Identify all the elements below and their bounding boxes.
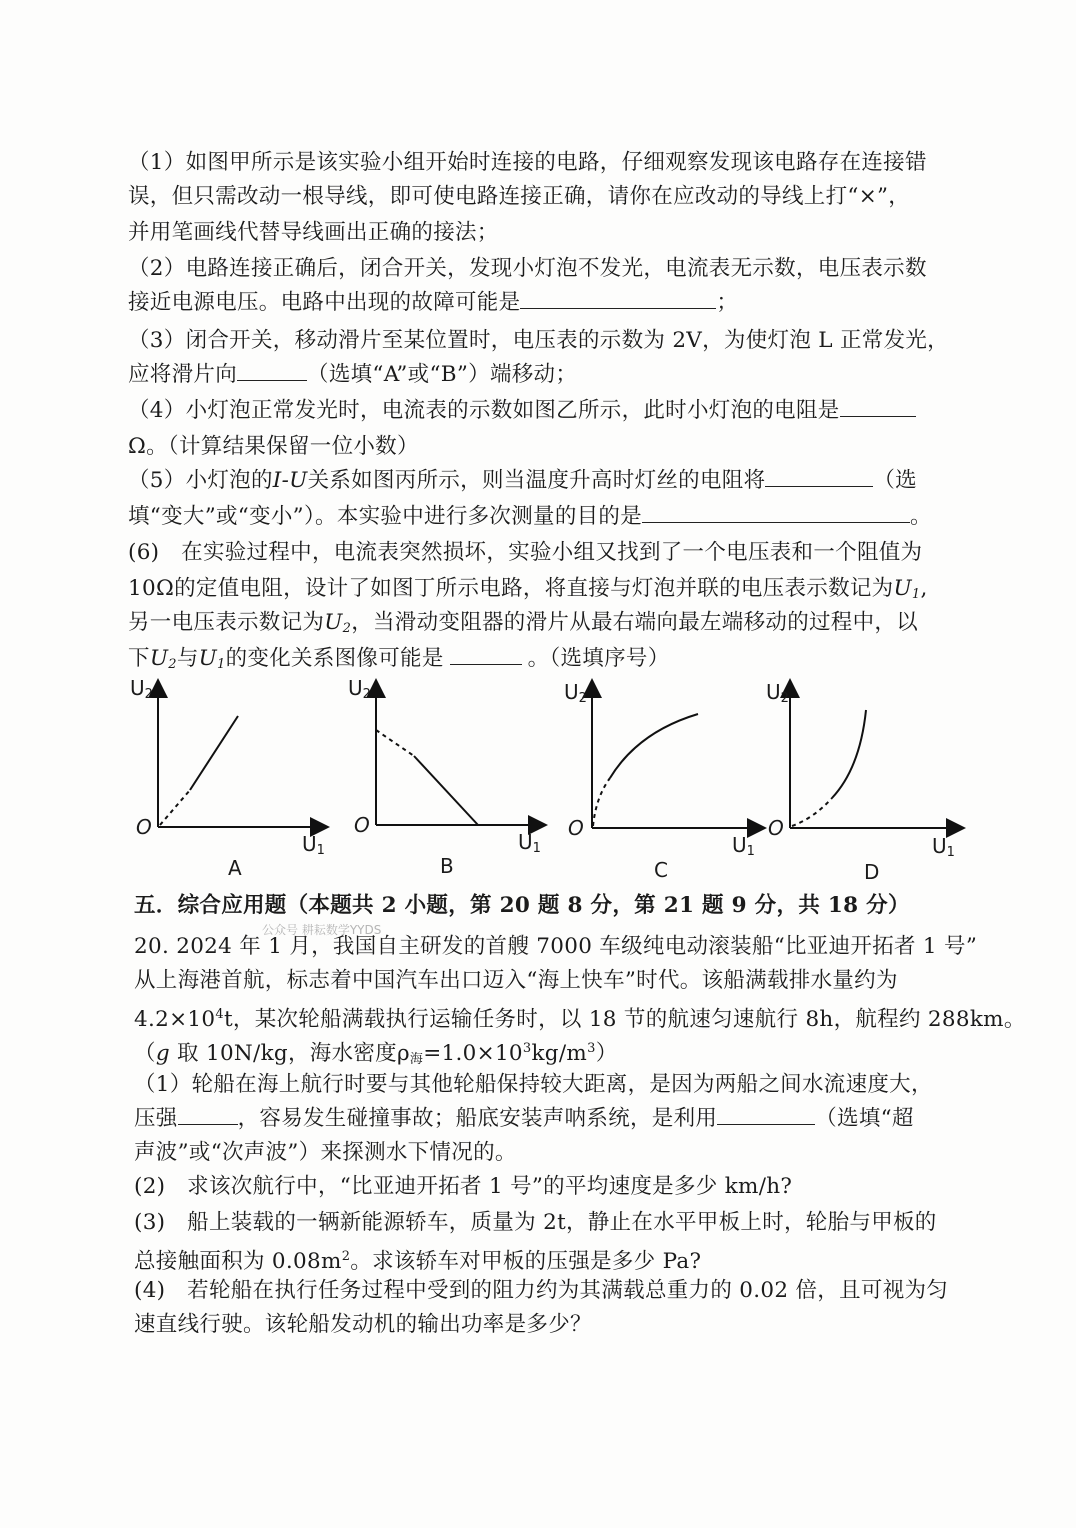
q5-text-a: （5）小灯泡的 — [128, 468, 273, 493]
graph-d-origin: O — [768, 816, 784, 840]
q20-p1-text-c: （选填“超 — [815, 1106, 914, 1131]
watermark: 公众号 耕耘数学YYDS — [262, 923, 382, 937]
q6-line1: (6) 在实验过程中，电流表突然损坏，实验小组又找到了一个电压表和一个阻值为 — [128, 540, 923, 565]
q20-p3-text-b: 。求该轿车对甲板的压强是多少 Pa? — [350, 1249, 702, 1274]
q20-line4-d: kg/m — [531, 1041, 588, 1066]
graph-b-x-label: $U_1$ — [518, 830, 541, 856]
q6-text-d: 下 — [128, 646, 150, 671]
graph-c-y-label: $U_2$ — [564, 680, 587, 706]
q3-text-b: （选填“A”或“B”）端移动； — [307, 362, 578, 387]
q20-p4-line2: 速直线行驶。该轮船发动机的输出功率是多少？ — [134, 1312, 592, 1337]
q6-line2: 10Ω的定值电阻，设计了如图丁所示电路，将直接与灯泡并联的电压表示数记为$U_1$, — [128, 576, 928, 602]
graph-c-option[interactable]: C — [654, 858, 668, 882]
q6-u1-b: U — [198, 646, 218, 671]
q20-line3-exp: 4 — [215, 1007, 224, 1022]
graph-a-dashed-segment — [160, 790, 190, 825]
graph-d-x-label: $U_1$ — [932, 834, 955, 860]
q6-text-f: 的变化关系图像可能是 — [225, 646, 444, 671]
graph-a-y-label: $U_2$ — [130, 676, 153, 702]
q6-u2-a: U — [324, 610, 343, 635]
q20-line4 — [134, 1034, 618, 1075]
q20-line4-a: （ — [134, 1041, 156, 1066]
q2-text: 接近电源电压。电路中出现的故障可能是 — [128, 290, 521, 315]
q1-line1: （1）如图甲所示是该实验小组开始时连接的电路，仔细观察发现该电路存在连接错 — [128, 150, 927, 175]
graph-c-x-label: $U_1$ — [732, 833, 755, 859]
graph-b-dashed-segment — [376, 730, 414, 756]
q6-u2-b: U — [149, 646, 169, 671]
q4-line1 — [128, 396, 916, 426]
q2-end: ； — [716, 290, 739, 315]
graph-c-dashed-segment — [593, 778, 610, 826]
q20-p4-line1: (4) 若轮船在执行任务过程中受到的阻力约为其满载总重力的 0.02 倍，且可视为匀 — [134, 1278, 949, 1303]
q3-line1: （3）闭合开关，移动滑片至某位置时，电压表的示数为 2V，为使灯泡 L 正常发光， — [128, 328, 949, 353]
q5-line2 — [128, 502, 932, 532]
q5-text-d: 填“变大”或“变小”）。本实验中进行多次测量的目的是 — [128, 504, 643, 529]
q5-text-e: 。 — [910, 504, 932, 529]
q20-line3-b: t，某次轮船满载执行运输任务时，以 18 节的航速匀速航行 8h，航程约 288km。 — [223, 1007, 1026, 1032]
q6-u1-a: U — [893, 576, 912, 601]
q4-answer-blank[interactable] — [840, 396, 916, 417]
q3-line2 — [128, 360, 577, 390]
q20-p2: (2) 求该次航行中，“比亚迪开拓者 1 号”的平均速度是多少 km/h? — [134, 1174, 793, 1199]
q6-line3 — [128, 608, 918, 644]
q5-answer-blank-2[interactable] — [642, 502, 910, 523]
q6-text-a: 10Ω的定值电阻，设计了如图丁所示电路，将直接与灯泡并联的电压表示数记为 — [128, 576, 894, 601]
q5-text-b: 关系如图丙所示，则当温度升高时灯丝的电阻将 — [307, 468, 766, 493]
q20-p1-text-b: ，容易发生碰撞事故；船底安装声呐系统，是利用 — [237, 1106, 718, 1131]
q20-line2: 从上海港首航，标志着中国汽车出口迈入“海上快车”时代。该船满载排水量约为 — [134, 968, 898, 993]
q20-line1: 20. 2024 年 1 月，我国自主研发的首艘 7000 车级纯电动滚装船“比亚迪开拓者 1 号” — [134, 934, 978, 959]
q20-line4-b: 取 10N/kg，海水密度ρ — [169, 1041, 410, 1066]
q3-answer-blank[interactable] — [237, 360, 307, 381]
q6-answer-blank[interactable] — [450, 644, 522, 665]
graph-a-line — [190, 716, 238, 790]
q5-text-c: （选 — [873, 468, 917, 493]
q20-line3-a: 4.2×10 — [134, 1007, 216, 1032]
q6-text-g: 。（选填序号） — [527, 646, 670, 671]
q20-p1-answer-blank-2[interactable] — [717, 1104, 815, 1125]
q20-p1-text-a: 压强 — [134, 1106, 178, 1131]
q20-p1-line2 — [134, 1104, 914, 1134]
graph-c-origin: O — [568, 816, 584, 840]
q20-line4-g: g — [155, 1041, 170, 1066]
q20-line4-e: ） — [595, 1041, 618, 1066]
q20-line3 — [134, 1000, 1026, 1035]
q20-p3-line2 — [134, 1242, 701, 1277]
q20-p3-exp: 2 — [341, 1249, 351, 1264]
q1-line3: 并用笔画线代替导线画出正确的接法； — [128, 220, 499, 245]
graph-b-option[interactable]: B — [440, 854, 454, 878]
q20-line4-sub: 海 — [409, 1052, 424, 1067]
section5-title: 五．综合应用题（本题共 2 小题，第 20 题 8 分，第 21 题 9 分，共 18 分） — [134, 893, 910, 918]
q5-iu: I-U — [272, 468, 308, 493]
graph-b-line — [414, 756, 478, 825]
q6-u2-a-sub: 2 — [342, 621, 352, 636]
q5-answer-blank-1[interactable] — [765, 466, 873, 487]
graph-c-curve — [610, 714, 698, 778]
q6-text-e: 与 — [176, 646, 199, 671]
q3-text-a: 应将滑片向 — [128, 362, 238, 387]
q20-p3-line1: (3) 船上装载的一辆新能源轿车，质量为 2t，静止在水平甲板上时，轮胎与甲板的 — [134, 1210, 937, 1235]
q20-p1-answer-blank-1[interactable] — [178, 1104, 238, 1125]
graph-d-option[interactable]: D — [864, 860, 880, 884]
q1-line2: 误，但只需改动一根导线，即可使电路连接正确，请你在应改动的导线上打“×”， — [128, 184, 911, 209]
graph-d-y-label: $U_2$ — [766, 680, 789, 706]
graph-a-origin: O — [136, 815, 152, 839]
q6-text-b: 另一电压表示数记为 — [128, 610, 325, 635]
q2-line1: （2）电路连接正确后，闭合开关，发现小灯泡不发光，电流表无示数，电压表示数 — [128, 256, 927, 281]
graph-b-y-label: $U_2$ — [348, 676, 371, 702]
q6-u1-b-sub: 1 — [217, 657, 226, 672]
q20-line4-exp2: 3 — [587, 1041, 596, 1056]
q2-line2 — [128, 288, 738, 318]
graph-a-x-label: $U_1$ — [302, 832, 325, 858]
q20-line4-c: =1.0×10 — [423, 1041, 523, 1066]
q2-answer-blank[interactable] — [520, 288, 716, 309]
q6-u1-a-sub: 1 — [911, 587, 921, 602]
graph-a-option[interactable]: A — [228, 856, 242, 880]
q6-text-c: ，当滑动变阻器的滑片从最右端向最左端移动的过程中，以 — [351, 610, 919, 635]
q20-p1-line1: （1）轮船在海上航行时要与其他轮船保持较大距离，是因为两船之间水流速度大， — [134, 1072, 933, 1097]
graph-d-curve — [832, 710, 866, 798]
q4-text: （4）小灯泡正常发光时，电流表的示数如图乙所示，此时小灯泡的电阻是 — [128, 398, 840, 423]
q20-p1-line3: 声波”或“次声波”）来探测水下情况的。 — [134, 1140, 517, 1165]
graph-d-dashed-segment — [792, 798, 832, 826]
graph-b-origin: O — [354, 813, 370, 837]
q4-line2: Ω。（计算结果保留一位小数） — [128, 434, 419, 459]
q6-u2-b-sub: 2 — [168, 657, 177, 672]
q5-line1 — [128, 466, 917, 496]
q20-line4-exp: 3 — [522, 1041, 532, 1056]
q20-p3-text-a: 总接触面积为 0.08m — [134, 1249, 342, 1274]
